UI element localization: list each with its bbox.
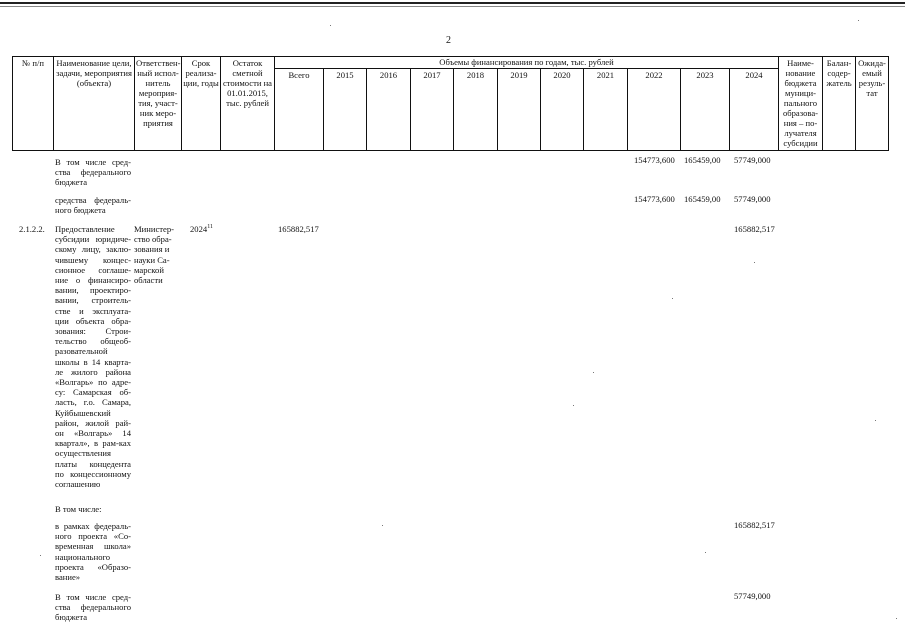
header-year-2017: 2017: [410, 68, 454, 151]
row-1-2022: 154773,600: [634, 155, 675, 165]
scan-speck: [672, 298, 673, 299]
scan-speck: [754, 262, 755, 263]
scan-speck: [593, 372, 594, 373]
header-executor: Ответствен-ный испол-нитель мероприя-тия, участ-ник меро-приятия: [134, 56, 182, 151]
header-year-2015: 2015: [323, 68, 367, 151]
row-2-2023: 165459,00: [684, 194, 721, 204]
header-year-2018: 2018: [453, 68, 498, 151]
scan-speck: [705, 552, 706, 553]
row-3-term-footnote: 11: [207, 224, 213, 231]
header-year-2021: 2021: [583, 68, 628, 151]
scan-speck: [330, 25, 331, 26]
header-year-2022: 2022: [627, 68, 681, 151]
row-6-name: В том числе сред-ства федерального бюджета: [55, 592, 131, 623]
row-4-name: В том числе:: [55, 504, 102, 514]
row-3-number: 2.1.2.2.: [19, 224, 45, 234]
scan-speck: [896, 618, 897, 619]
row-2-2024: 57749,000: [734, 194, 771, 204]
row-3-term: [190, 224, 213, 234]
header-term: Срок реализа-ции, годы: [181, 56, 221, 151]
header-financing: Объемы финансирования по годам, тыс. рублей: [274, 56, 779, 69]
row-1-name: В том числе сред-ства федерального бюджета: [55, 157, 131, 188]
scan-speck: [382, 525, 383, 526]
top-rule: [0, 2, 905, 4]
row-3-total: 165882,517: [278, 224, 319, 234]
row-3-executor: Министер-ство обра-зования и науки Са-марской области: [134, 224, 174, 286]
header-year-2019: 2019: [497, 68, 541, 151]
header-year-2023: 2023: [680, 68, 730, 151]
header-expected-result: Ожида-емый резуль-тат: [855, 56, 889, 151]
header-no: № п/п: [12, 56, 54, 151]
header-year-2024: 2024: [729, 68, 779, 151]
header-year-2016: 2016: [366, 68, 411, 151]
row-6-2024: 57749,000: [734, 591, 771, 601]
scan-speck: [573, 405, 574, 406]
scan-speck: [40, 555, 41, 556]
row-3-2024: 165882,517: [734, 224, 775, 234]
row-5-2024: 165882,517: [734, 520, 775, 530]
row-5-name: в рамках федераль-ного проекта «Со-временная школа» национального проекта «Образо-вание»: [55, 521, 131, 583]
row-1-2024: 57749,000: [734, 155, 771, 165]
header-total: Всего: [274, 68, 324, 151]
top-rule-thin: [0, 6, 905, 7]
row-2-name: средства федераль-ного бюджета: [55, 195, 131, 216]
row-3-name: Предоставление субсидии юридиче-скому лицу, заклю-чившему концес-сионное соглаше-ние о финансиро-вании, проектиро-вании, строитель-стве и эксплуата-ции объекта обра-зования: Строи-тельство общеоб-разовательной школы в 14 кварта-ле жилого района «Волгарь» по адре-су: Самарская об-ласть, г.о. Самара, Куйбышевский район, жилой рай-он «Волгарь» 14 квартал», в рам-ках осуществления платы концедента по концессионному соглашению: [55, 224, 131, 490]
header-remaining-cost: Остаток сметной стоимости на 01.01.2015, тыс. рублей: [220, 56, 275, 151]
row-2-2022: 154773,600: [634, 194, 675, 204]
header-year-2020: 2020: [540, 68, 584, 151]
header-balance-holder: Балан-содер-жатель: [822, 56, 856, 151]
header-municipality: Наиме-нование бюджета муници-пального образова-ния – по-лучателя субсидии: [778, 56, 823, 151]
page-number: 2: [446, 35, 451, 46]
row-3-term-year: 2024: [190, 224, 208, 234]
scan-speck: [875, 420, 876, 421]
header-name: Наименование цели, задачи, мероприятия (объекта): [53, 56, 135, 151]
scan-speck: [858, 20, 859, 21]
row-1-2023: 165459,00: [684, 155, 721, 165]
